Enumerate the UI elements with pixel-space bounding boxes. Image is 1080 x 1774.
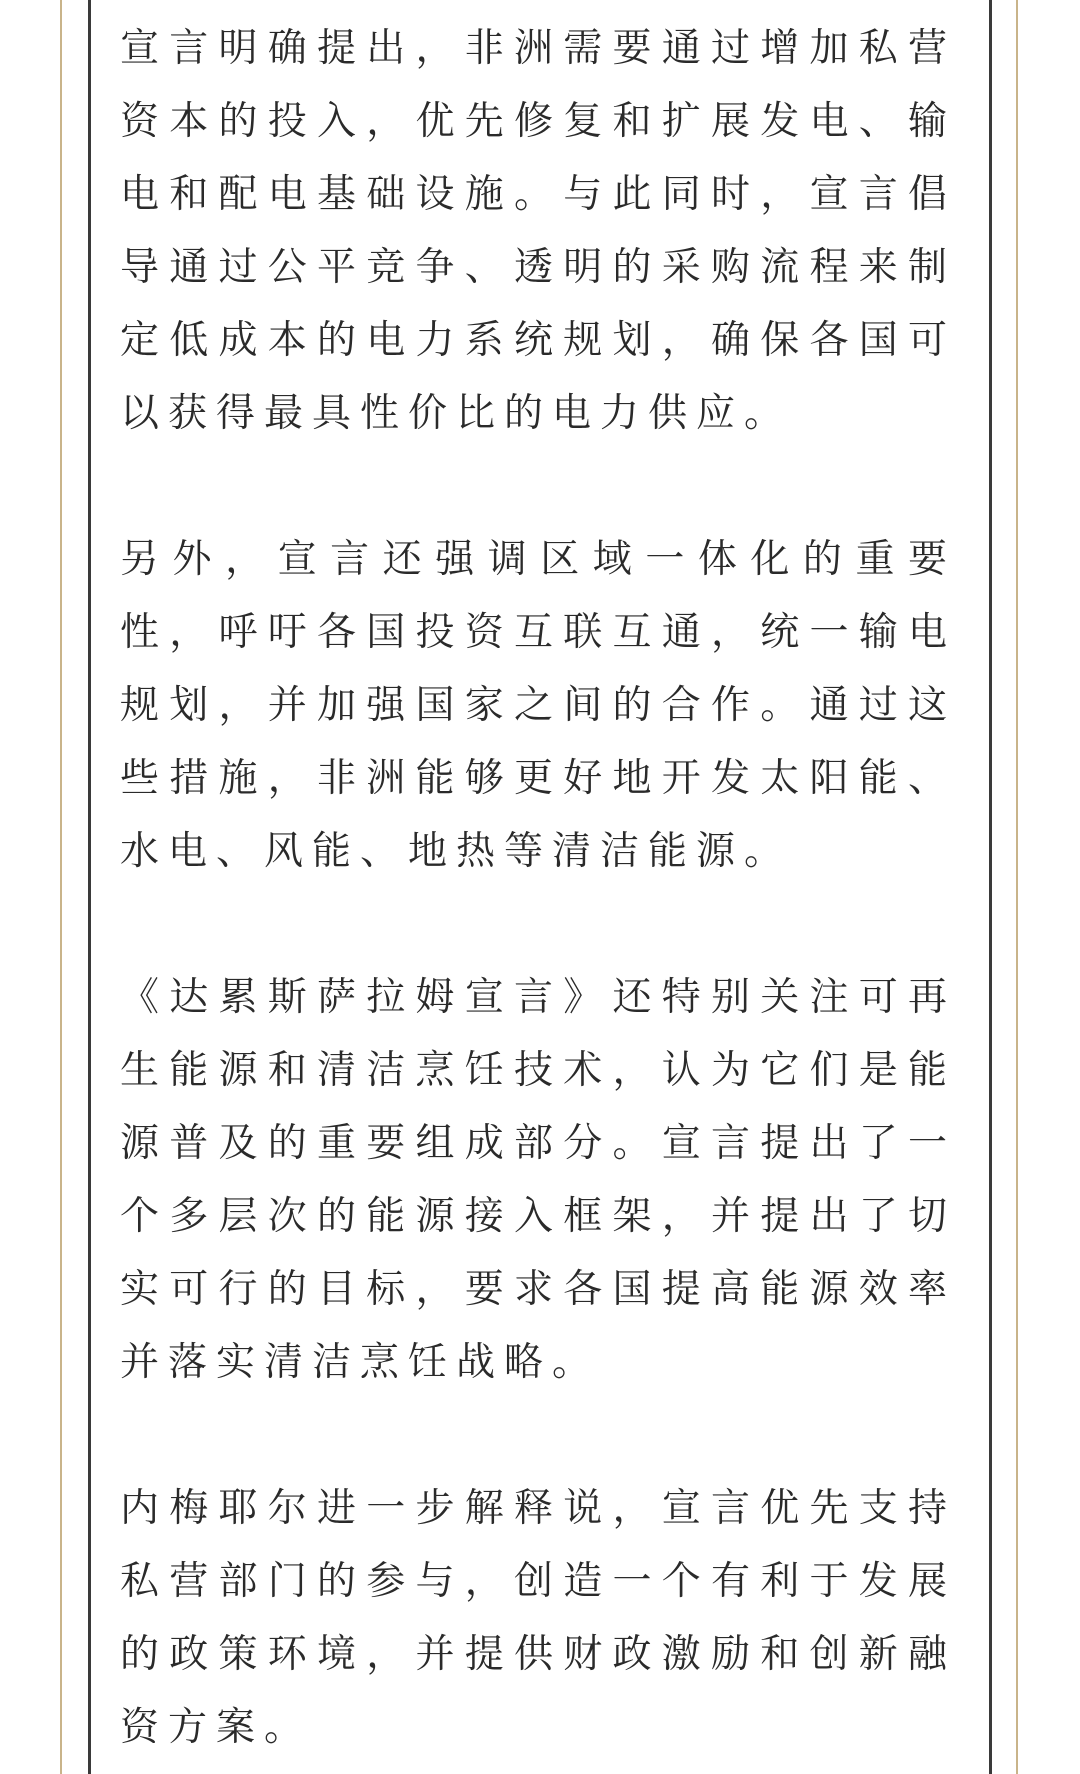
article-paragraph: 内梅耶尔进一步解释说，宣言优先支持私营部门的参与，创造一个有利于发展的政策环境，并提供财政激励和创新融资方案。 bbox=[120, 1486, 956, 1750]
article-paragraph: 宣言明确提出，非洲需要通过增加私营资本的投入，优先修复和扩展发电、输电和配电基础设施。与此同时，宣言倡导通过公平竞争、透明的采购流程来制定低成本的电力系统规划，确保各国可以获得最具性价比的电力供应。 bbox=[120, 26, 956, 436]
article-body bbox=[120, 12, 956, 1764]
article-paragraph: 《达累斯萨拉姆宣言》还特别关注可再生能源和清洁烹饪技术，认为它们是能源普及的重要组成部分。宣言提出了一个多层次的能源接入框架，并提出了切实可行的目标，要求各国提高能源效率并落实清洁烹饪战略。 bbox=[120, 975, 956, 1385]
article-paragraph: 另外，宣言还强调区域一体化的重要性，呼吁各国投资互联互通，统一输电规划，并加强国家之间的合作。通过这些措施，非洲能够更好地开发太阳能、水电、风能、地热等清洁能源。 bbox=[120, 537, 956, 874]
